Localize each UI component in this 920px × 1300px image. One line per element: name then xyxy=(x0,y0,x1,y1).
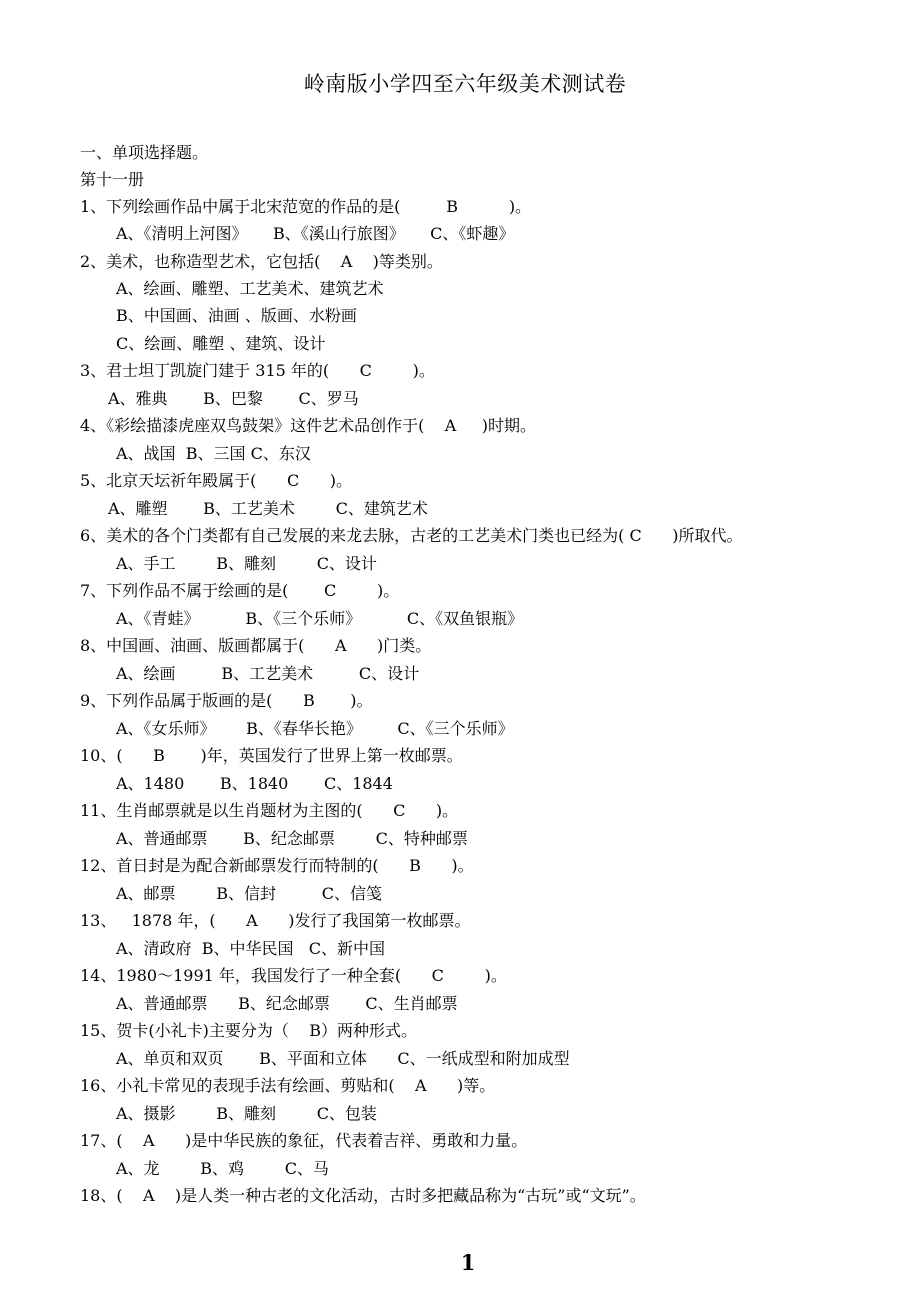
question-1-options: A、《清明上河图》 B、《溪山行旅图》 C、《虾趣》 xyxy=(116,224,515,243)
question-9: 9、下列作品属于版画的是( B )。 xyxy=(80,691,373,710)
question-2-option-c: C、绘画、雕塑 、建筑、设计 xyxy=(116,334,326,353)
question-9-options: A、《女乐师》 B、《春华长艳》 C、《三个乐师》 xyxy=(116,719,514,738)
question-7-options: A、《青蛙》 B、《三个乐师》 C、《双鱼银瓶》 xyxy=(116,609,524,628)
question-4: 4、《彩绘描漆虎座双鸟鼓架》这件艺术品创作于( A )时期。 xyxy=(80,416,536,435)
question-10: 10、( B )年，英国发行了世界上第一枚邮票。 xyxy=(80,746,463,765)
question-14: 14、1980～1991 年，我国发行了一种全套( C )。 xyxy=(80,966,507,985)
question-5-options: A、雕塑 B、工艺美术 C、建筑艺术 xyxy=(108,499,428,518)
question-17: 17、( A )是中华民族的象征，代表着吉祥、勇敢和力量。 xyxy=(80,1131,528,1150)
question-15: 15、贺卡(小礼卡)主要分为（ B）两种形式。 xyxy=(80,1021,417,1040)
section-heading: 一、单项选择题。 xyxy=(80,143,209,162)
document-title: 岭南版小学四至六年级美术测试卷 xyxy=(303,72,627,96)
question-4-options: A、战国 B、三国 C、东汉 xyxy=(116,444,311,463)
question-6-options: A、手工 B、雕刻 C、设计 xyxy=(116,554,377,573)
question-16: 16、小礼卡常见的表现手法有绘画、剪贴和( A )等。 xyxy=(80,1076,496,1095)
question-17-options: A、龙 B、鸡 C、马 xyxy=(116,1159,329,1178)
question-7: 7、下列作品不属于绘画的是( C )。 xyxy=(80,581,400,600)
question-11-options: A、普通邮票 B、纪念邮票 C、特种邮票 xyxy=(116,829,468,848)
question-13-options: A、清政府 B、中华民国 C、新中国 xyxy=(116,939,385,958)
question-3-options: A、雅典 B、巴黎 C、罗马 xyxy=(108,389,359,408)
question-13: 13、 1878 年，( A )发行了我国第一枚邮票。 xyxy=(80,911,471,930)
question-12-options: A、邮票 B、信封 C、信笺 xyxy=(116,884,383,903)
question-6: 6、美术的各个门类都有自己发展的来龙去脉，古老的工艺美术门类也已经为( C )所取代。 xyxy=(80,526,743,545)
question-12: 12、首日封是为配合新邮票发行而特制的( B )。 xyxy=(80,856,474,875)
question-3: 3、君士坦丁凯旋门建于 315 年的( C )。 xyxy=(80,361,435,380)
question-2: 2、美术，也称造型艺术，它包括( A )等类别。 xyxy=(80,252,443,271)
question-8-options: A、绘画 B、工艺美术 C、设计 xyxy=(116,664,420,683)
question-8: 8、中国画、油画、版画都属于( A )门类。 xyxy=(80,636,432,655)
question-1: 1、下列绘画作品中属于北宋范宽的作品的是( B )。 xyxy=(80,197,532,216)
question-16-options: A、摄影 B、雕刻 C、包装 xyxy=(116,1104,377,1123)
question-15-options: A、单页和双页 B、平面和立体 C、一纸成型和附加成型 xyxy=(116,1049,570,1068)
question-2-option-a: A、绘画、雕塑、工艺美术、建筑艺术 xyxy=(116,279,384,298)
page-number: 1 xyxy=(460,1250,476,1275)
question-5: 5、北京天坛祈年殿属于( C )。 xyxy=(80,471,352,490)
volume-heading: 第十一册 xyxy=(80,170,145,189)
question-10-options: A、1480 B、1840 C、1844 xyxy=(116,774,393,793)
question-11: 11、生肖邮票就是以生肖题材为主图的( C )。 xyxy=(80,801,459,820)
question-2-option-b: B、中国画、油画 、版画、水粉画 xyxy=(116,306,357,325)
question-18: 18、( A )是人类一种古老的文化活动，古时多把藏品称为“古玩”或“文玩”。 xyxy=(80,1186,646,1205)
question-14-options: A、普通邮票 B、纪念邮票 C、生肖邮票 xyxy=(116,994,458,1013)
